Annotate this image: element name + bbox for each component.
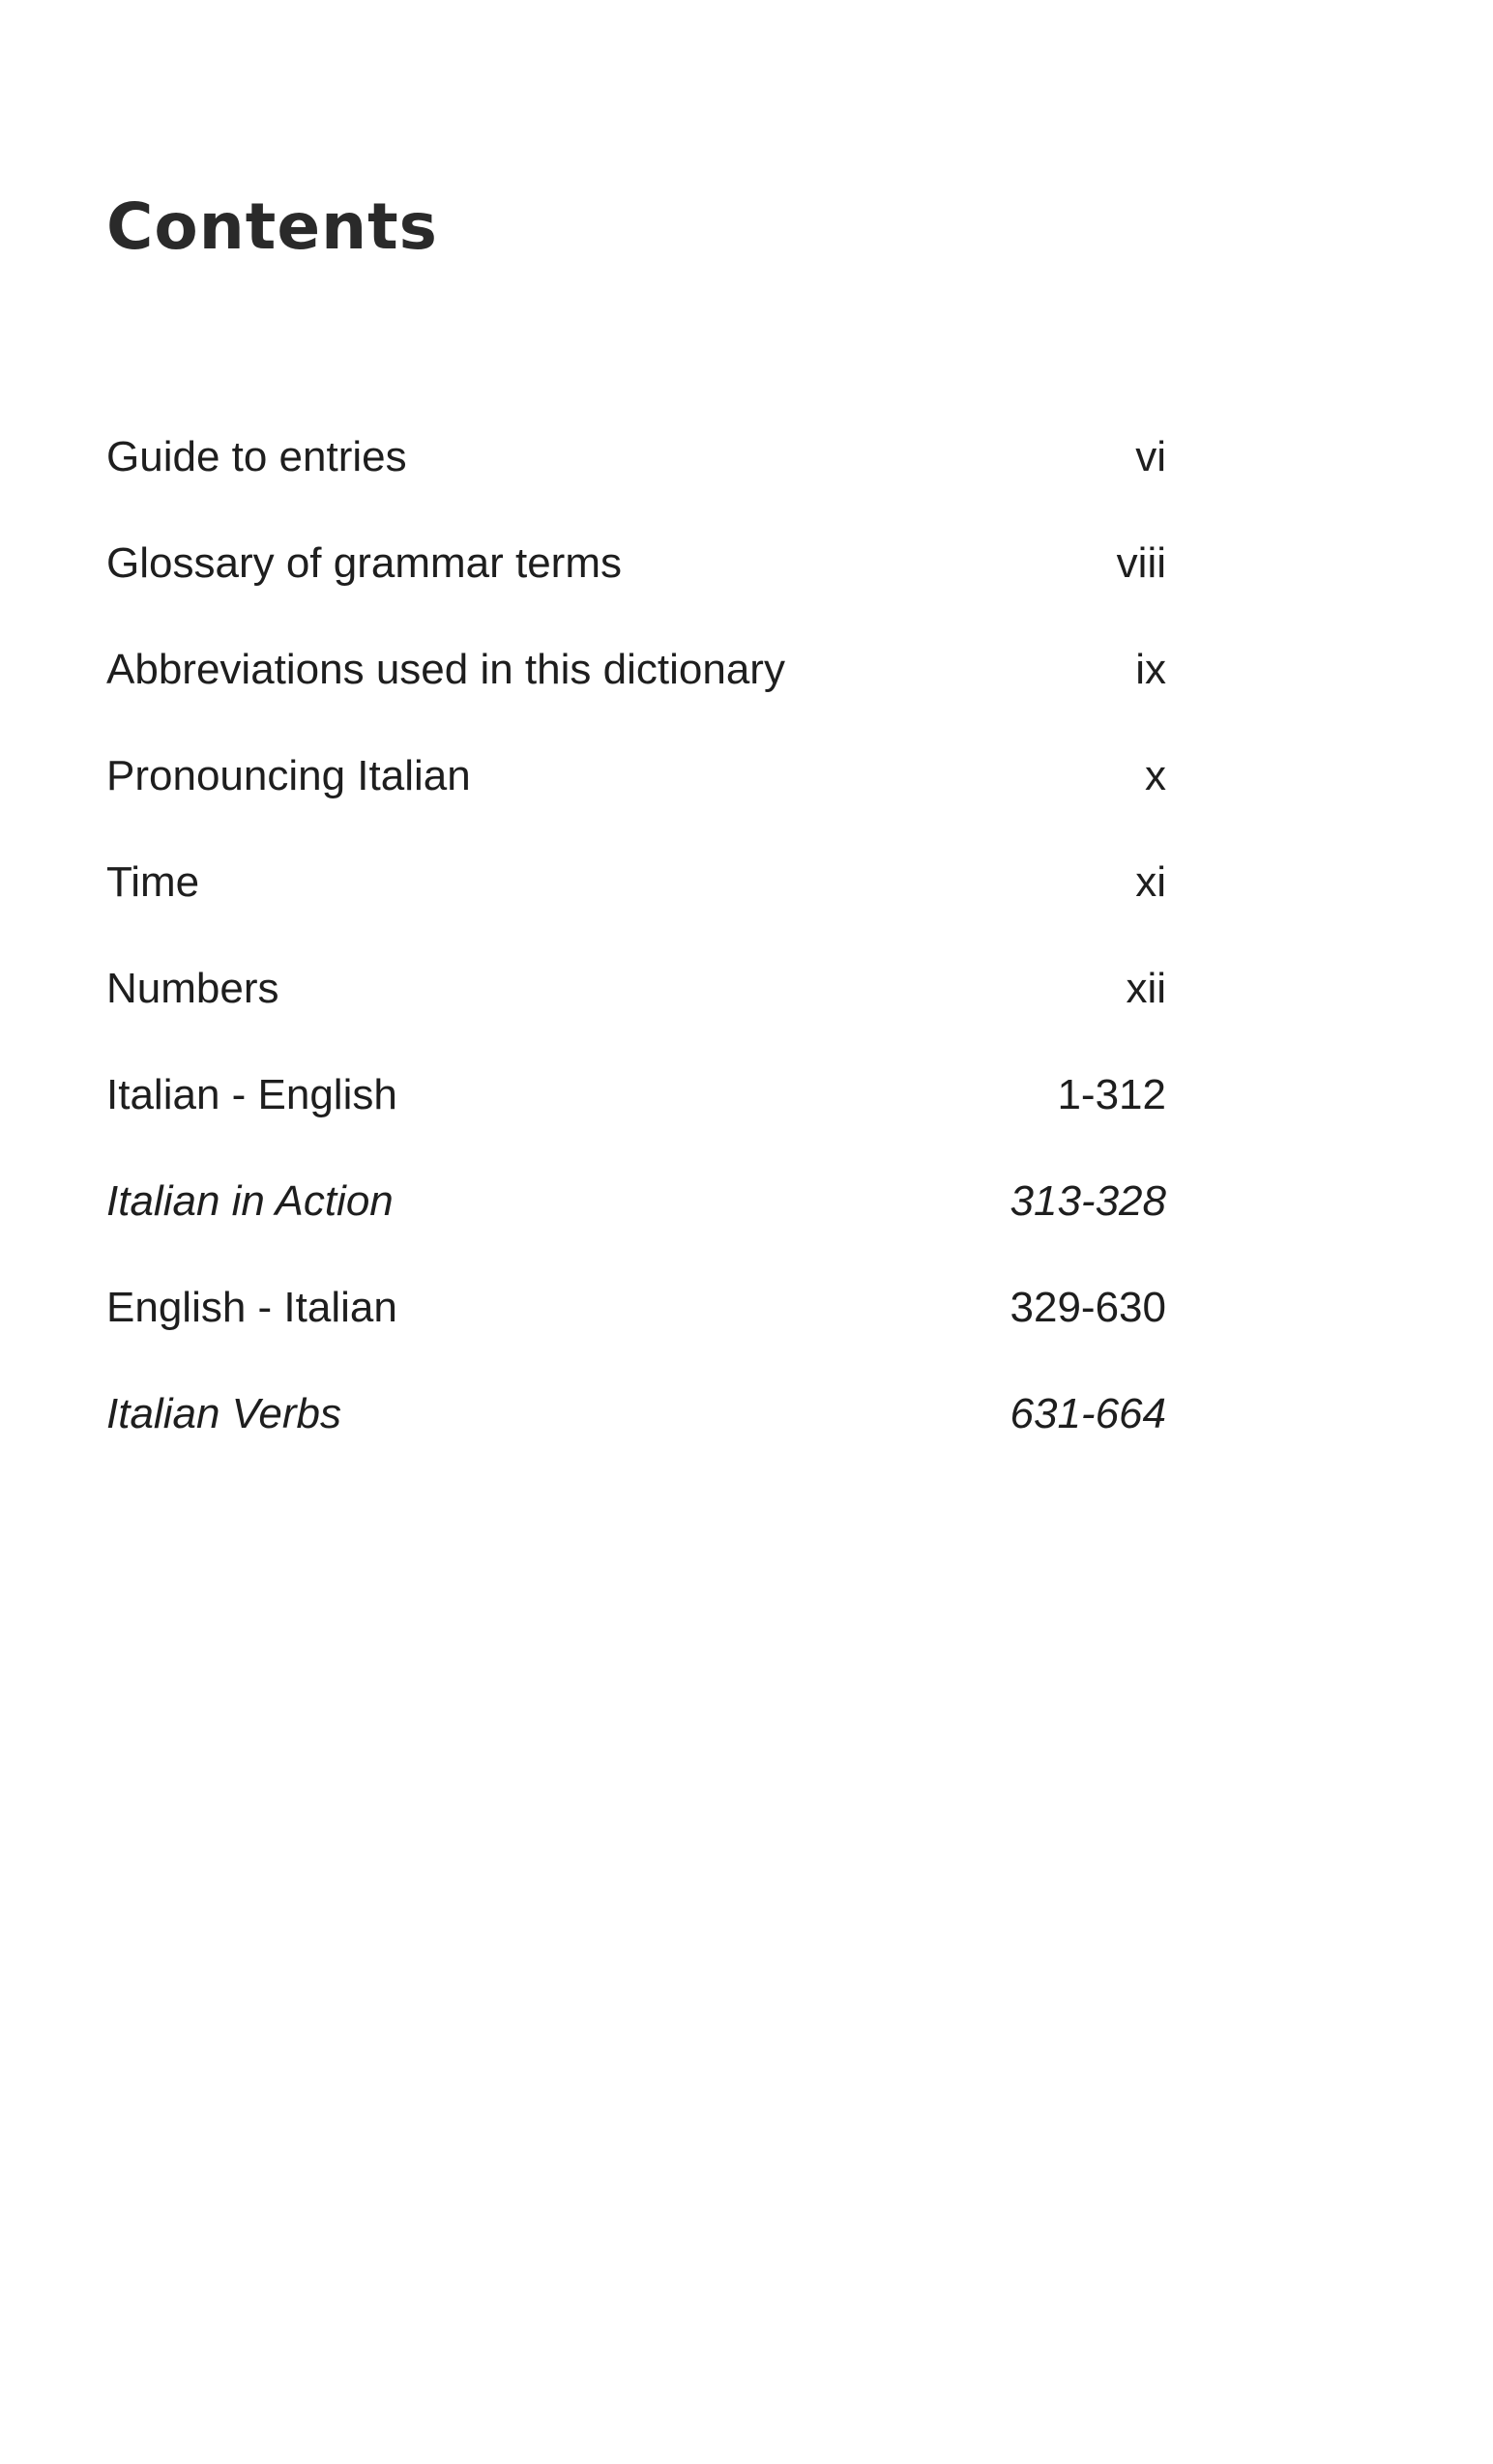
toc-entry-guide-to-entries bbox=[106, 404, 1166, 510]
toc-entry-pages: xi bbox=[1135, 858, 1166, 906]
toc-entry-pages: 631-664 bbox=[1010, 1390, 1166, 1437]
toc-entry-pages: vi bbox=[1135, 433, 1166, 480]
toc-entry-label: Italian in Action bbox=[106, 1177, 394, 1225]
page-title: Contents bbox=[106, 189, 438, 264]
toc-entry-time bbox=[106, 829, 1166, 936]
toc-entry-pronouncing-italian bbox=[106, 723, 1166, 829]
toc-entry-abbreviations bbox=[106, 617, 1166, 723]
toc-entry-label: Numbers bbox=[106, 965, 279, 1012]
toc-entry-numbers bbox=[106, 936, 1166, 1042]
toc-entry-pages: x bbox=[1145, 752, 1166, 799]
toc-entry-label: Italian - English bbox=[106, 1071, 397, 1118]
toc-entry-glossary bbox=[106, 510, 1166, 617]
toc-entry-italian-in-action bbox=[106, 1148, 1166, 1255]
toc-entry-label: Glossary of grammar terms bbox=[106, 539, 622, 587]
toc-entry-label: Italian Verbs bbox=[106, 1390, 341, 1437]
toc-entry-pages: ix bbox=[1135, 646, 1166, 693]
table-of-contents bbox=[106, 404, 1166, 1467]
toc-entry-label: Abbreviations used in this dictionary bbox=[106, 646, 785, 693]
toc-entry-pages: xii bbox=[1126, 965, 1166, 1012]
toc-entry-english-italian bbox=[106, 1255, 1166, 1361]
toc-entry-label: Time bbox=[106, 858, 200, 906]
toc-entry-label: Pronouncing Italian bbox=[106, 752, 471, 799]
toc-entry-pages: 313-328 bbox=[1010, 1177, 1166, 1225]
toc-entry-pages: viii bbox=[1116, 539, 1166, 587]
toc-entry-pages: 329-630 bbox=[1010, 1284, 1166, 1331]
toc-entry-pages: 1-312 bbox=[1057, 1071, 1166, 1118]
toc-entry-label: Guide to entries bbox=[106, 433, 407, 480]
toc-entry-italian-verbs bbox=[106, 1361, 1166, 1467]
toc-entry-italian-english bbox=[106, 1042, 1166, 1148]
toc-entry-label: English - Italian bbox=[106, 1284, 397, 1331]
